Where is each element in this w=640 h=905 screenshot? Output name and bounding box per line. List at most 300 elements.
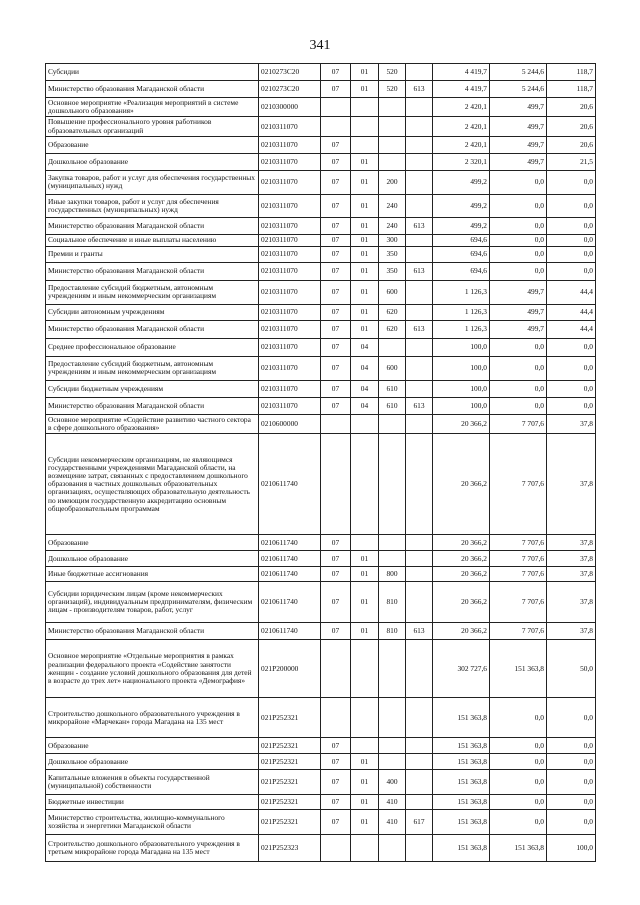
row-value-2-cell: 151 363,8 <box>490 640 547 698</box>
row-name-cell: Строительство дошкольного образовательного учреждения в микрорайоне «Марчекан» города Магадана на 135 мест <box>46 698 259 738</box>
table-row <box>46 738 596 754</box>
row-value-1-cell: 151 363,8 <box>433 770 490 795</box>
row-name-cell: Повышение профессионального уровня работников образовательных организаций <box>46 117 259 136</box>
row-section-cell: 07 <box>321 770 351 795</box>
row-expense-type-cell: 410 <box>379 810 406 835</box>
row-value-2-cell: 499,7 <box>490 136 547 153</box>
row-code-cell: 021P252321 <box>259 795 321 810</box>
row-admin-code-cell <box>406 414 433 433</box>
row-value-2-cell: 7 707,6 <box>490 582 547 623</box>
row-admin-code-cell <box>406 835 433 862</box>
row-name-cell: Дошкольное образование <box>46 754 259 770</box>
row-expense-type-cell: 610 <box>379 397 406 414</box>
row-code-cell: 0210311070 <box>259 397 321 414</box>
row-expense-type-cell: 520 <box>379 81 406 98</box>
row-value-1-cell: 499,2 <box>433 170 490 194</box>
row-value-1-cell: 694,6 <box>433 234 490 246</box>
row-code-cell: 0210311070 <box>259 117 321 136</box>
row-admin-code-cell: 613 <box>406 262 433 280</box>
row-subsection-cell <box>351 117 379 136</box>
row-admin-code-cell <box>406 698 433 738</box>
row-name-cell: Дошкольное образование <box>46 153 259 170</box>
row-value-2-cell: 0,0 <box>490 380 547 397</box>
row-code-cell: 0210311070 <box>259 304 321 320</box>
row-section-cell: 07 <box>321 304 351 320</box>
row-code-cell: 0210311070 <box>259 262 321 280</box>
row-value-1-cell: 2 420,1 <box>433 98 490 117</box>
row-value-1-cell: 302 727,6 <box>433 640 490 698</box>
row-section-cell: 07 <box>321 234 351 246</box>
row-admin-code-cell <box>406 582 433 623</box>
row-code-cell: 0210311070 <box>259 170 321 194</box>
row-subsection-cell: 01 <box>351 770 379 795</box>
table-row <box>46 356 596 380</box>
row-value-1-cell: 4 419,7 <box>433 81 490 98</box>
row-value-2-cell: 0,0 <box>490 234 547 246</box>
row-section-cell: 07 <box>321 738 351 754</box>
row-value-1-cell: 100,0 <box>433 356 490 380</box>
table-row <box>46 835 596 862</box>
row-code-cell: 0210311070 <box>259 246 321 262</box>
row-value-2-cell: 0,0 <box>490 754 547 770</box>
row-subsection-cell: 01 <box>351 582 379 623</box>
row-section-cell: 07 <box>321 356 351 380</box>
row-expense-type-cell: 350 <box>379 262 406 280</box>
row-code-cell: 0210600000 <box>259 414 321 433</box>
row-name-cell: Субсидии <box>46 64 259 81</box>
table-row <box>46 64 596 81</box>
budget-table <box>45 63 596 862</box>
row-code-cell: 0210611740 <box>259 567 321 582</box>
row-section-cell: 07 <box>321 338 351 356</box>
row-section-cell: 07 <box>321 380 351 397</box>
row-percent-cell: 50,0 <box>547 640 596 698</box>
table-row <box>46 567 596 582</box>
row-value-2-cell: 0,0 <box>490 194 547 217</box>
row-subsection-cell: 01 <box>351 810 379 835</box>
row-percent-cell: 0,0 <box>547 356 596 380</box>
row-percent-cell: 44,4 <box>547 320 596 338</box>
row-section-cell: 07 <box>321 795 351 810</box>
row-expense-type-cell <box>379 117 406 136</box>
row-admin-code-cell: 613 <box>406 623 433 640</box>
row-expense-type-cell: 800 <box>379 567 406 582</box>
row-subsection-cell: 01 <box>351 170 379 194</box>
row-name-cell: Министерство образования Магаданской области <box>46 320 259 338</box>
row-percent-cell: 0,0 <box>547 397 596 414</box>
row-admin-code-cell: 617 <box>406 810 433 835</box>
row-subsection-cell <box>351 414 379 433</box>
row-percent-cell: 0,0 <box>547 217 596 234</box>
row-value-2-cell: 499,7 <box>490 117 547 136</box>
row-section-cell: 07 <box>321 217 351 234</box>
row-expense-type-cell <box>379 738 406 754</box>
row-value-1-cell: 20 366,2 <box>433 414 490 433</box>
row-admin-code-cell <box>406 640 433 698</box>
row-value-2-cell: 0,0 <box>490 698 547 738</box>
row-subsection-cell: 01 <box>351 246 379 262</box>
row-value-2-cell: 499,7 <box>490 153 547 170</box>
row-expense-type-cell <box>379 338 406 356</box>
row-subsection-cell: 04 <box>351 380 379 397</box>
row-expense-type-cell <box>379 754 406 770</box>
table-row <box>46 280 596 304</box>
table-row <box>46 582 596 623</box>
row-code-cell: 0210311070 <box>259 136 321 153</box>
row-code-cell: 021P252321 <box>259 810 321 835</box>
row-code-cell: 0210311070 <box>259 280 321 304</box>
row-subsection-cell: 01 <box>351 551 379 567</box>
row-percent-cell: 0,0 <box>547 698 596 738</box>
row-value-2-cell: 0,0 <box>490 217 547 234</box>
row-section-cell: 07 <box>321 535 351 551</box>
row-value-1-cell: 151 363,8 <box>433 835 490 862</box>
row-admin-code-cell <box>406 380 433 397</box>
row-value-1-cell: 151 363,8 <box>433 795 490 810</box>
row-expense-type-cell <box>379 98 406 117</box>
row-code-cell: 021P252323 <box>259 835 321 862</box>
row-percent-cell: 44,4 <box>547 280 596 304</box>
row-name-cell: Предоставление субсидий бюджетным, автономным учреждениям и иным некоммерческим организациям <box>46 356 259 380</box>
row-value-2-cell: 499,7 <box>490 320 547 338</box>
row-value-1-cell: 20 366,2 <box>433 434 490 535</box>
row-value-1-cell: 100,0 <box>433 380 490 397</box>
row-percent-cell: 118,7 <box>547 81 596 98</box>
row-subsection-cell: 01 <box>351 623 379 640</box>
row-expense-type-cell <box>379 136 406 153</box>
row-value-1-cell: 2 420,1 <box>433 136 490 153</box>
row-value-2-cell: 499,7 <box>490 304 547 320</box>
row-value-2-cell: 0,0 <box>490 810 547 835</box>
row-subsection-cell <box>351 835 379 862</box>
row-value-2-cell: 0,0 <box>490 397 547 414</box>
row-code-cell: 0210311070 <box>259 320 321 338</box>
row-code-cell: 0210311070 <box>259 380 321 397</box>
row-name-cell: Основное мероприятие «Реализация мероприятий в системе дошкольного образования» <box>46 98 259 117</box>
row-value-2-cell: 7 707,6 <box>490 414 547 433</box>
row-subsection-cell: 01 <box>351 795 379 810</box>
row-name-cell: Образование <box>46 535 259 551</box>
row-value-2-cell: 5 244,6 <box>490 64 547 81</box>
row-admin-code-cell <box>406 770 433 795</box>
row-admin-code-cell <box>406 338 433 356</box>
row-admin-code-cell <box>406 795 433 810</box>
row-expense-type-cell: 200 <box>379 170 406 194</box>
row-value-1-cell: 20 366,2 <box>433 582 490 623</box>
row-name-cell: Образование <box>46 738 259 754</box>
row-section-cell: 07 <box>321 280 351 304</box>
row-name-cell: Премии и гранты <box>46 246 259 262</box>
row-section-cell <box>321 434 351 535</box>
row-value-1-cell: 694,6 <box>433 246 490 262</box>
table-row <box>46 535 596 551</box>
row-percent-cell: 0,0 <box>547 738 596 754</box>
row-expense-type-cell <box>379 698 406 738</box>
row-expense-type-cell: 810 <box>379 582 406 623</box>
table-row <box>46 98 596 117</box>
row-percent-cell: 20,6 <box>547 117 596 136</box>
row-expense-type-cell <box>379 640 406 698</box>
table-row <box>46 338 596 356</box>
row-code-cell: 0210311070 <box>259 338 321 356</box>
row-name-cell: Капитальные вложения в объекты государственной (муниципальной) собственности <box>46 770 259 795</box>
row-subsection-cell <box>351 535 379 551</box>
row-expense-type-cell: 600 <box>379 280 406 304</box>
row-section-cell <box>321 698 351 738</box>
row-percent-cell: 21,5 <box>547 153 596 170</box>
row-subsection-cell: 01 <box>351 280 379 304</box>
row-subsection-cell: 01 <box>351 754 379 770</box>
row-value-1-cell: 1 126,3 <box>433 280 490 304</box>
row-name-cell: Закупка товаров, работ и услуг для обеспечения государственных (муниципальных) нужд <box>46 170 259 194</box>
row-value-1-cell: 499,2 <box>433 194 490 217</box>
row-value-1-cell: 2 320,1 <box>433 153 490 170</box>
row-value-1-cell: 20 366,2 <box>433 567 490 582</box>
row-code-cell: 021P200000 <box>259 640 321 698</box>
row-percent-cell: 0,0 <box>547 246 596 262</box>
table-row <box>46 698 596 738</box>
row-section-cell: 07 <box>321 551 351 567</box>
row-value-1-cell: 151 363,8 <box>433 698 490 738</box>
row-percent-cell: 0,0 <box>547 262 596 280</box>
row-name-cell: Иные закупки товаров, работ и услуг для обеспечения государственных (муниципальных) нужд <box>46 194 259 217</box>
table-row <box>46 795 596 810</box>
row-value-2-cell: 0,0 <box>490 338 547 356</box>
table-row <box>46 136 596 153</box>
row-percent-cell: 20,6 <box>547 136 596 153</box>
row-admin-code-cell <box>406 304 433 320</box>
row-subsection-cell <box>351 640 379 698</box>
row-admin-code-cell <box>406 64 433 81</box>
row-value-1-cell: 100,0 <box>433 397 490 414</box>
row-subsection-cell: 01 <box>351 64 379 81</box>
row-value-1-cell: 20 366,2 <box>433 551 490 567</box>
table-row <box>46 262 596 280</box>
row-expense-type-cell <box>379 835 406 862</box>
row-subsection-cell <box>351 136 379 153</box>
row-name-cell: Министерство образования Магаданской области <box>46 81 259 98</box>
row-admin-code-cell <box>406 280 433 304</box>
row-expense-type-cell: 810 <box>379 623 406 640</box>
row-name-cell: Социальное обеспечение и иные выплаты населению <box>46 234 259 246</box>
row-name-cell: Среднее профессиональное образование <box>46 338 259 356</box>
row-section-cell: 07 <box>321 136 351 153</box>
table-row <box>46 397 596 414</box>
row-section-cell: 07 <box>321 810 351 835</box>
table-row <box>46 434 596 535</box>
row-value-1-cell: 2 420,1 <box>433 117 490 136</box>
row-percent-cell: 100,0 <box>547 835 596 862</box>
page-number: 341 <box>309 38 331 53</box>
row-section-cell: 07 <box>321 754 351 770</box>
row-percent-cell: 37,8 <box>547 414 596 433</box>
row-subsection-cell <box>351 698 379 738</box>
row-value-2-cell: 151 363,8 <box>490 835 547 862</box>
table-row <box>46 770 596 795</box>
row-code-cell: 0210311070 <box>259 194 321 217</box>
row-admin-code-cell <box>406 356 433 380</box>
row-value-1-cell: 20 366,2 <box>433 623 490 640</box>
row-section-cell: 07 <box>321 153 351 170</box>
row-value-2-cell: 0,0 <box>490 262 547 280</box>
row-admin-code-cell <box>406 246 433 262</box>
table-row <box>46 217 596 234</box>
row-subsection-cell: 04 <box>351 397 379 414</box>
row-code-cell: 0210311070 <box>259 217 321 234</box>
row-admin-code-cell <box>406 234 433 246</box>
row-section-cell: 07 <box>321 194 351 217</box>
row-value-1-cell: 20 366,2 <box>433 535 490 551</box>
table-row <box>46 551 596 567</box>
row-section-cell <box>321 414 351 433</box>
row-expense-type-cell: 350 <box>379 246 406 262</box>
table-row <box>46 414 596 433</box>
row-name-cell: Субсидии юридическим лицам (кроме некоммерческих организаций), индивидуальным предпринимателям, физическим лицам - производителям товаров, работ, услуг <box>46 582 259 623</box>
row-value-1-cell: 4 419,7 <box>433 64 490 81</box>
row-section-cell: 07 <box>321 567 351 582</box>
row-percent-cell: 37,8 <box>547 567 596 582</box>
row-percent-cell: 0,0 <box>547 754 596 770</box>
row-code-cell: 0210311070 <box>259 234 321 246</box>
row-section-cell: 07 <box>321 623 351 640</box>
table-row <box>46 623 596 640</box>
row-section-cell: 07 <box>321 246 351 262</box>
row-section-cell <box>321 117 351 136</box>
row-name-cell: Министерство образования Магаданской области <box>46 623 259 640</box>
row-subsection-cell: 01 <box>351 567 379 582</box>
row-value-2-cell: 0,0 <box>490 170 547 194</box>
row-value-1-cell: 100,0 <box>433 338 490 356</box>
row-subsection-cell: 01 <box>351 217 379 234</box>
row-subsection-cell: 04 <box>351 338 379 356</box>
table-row <box>46 81 596 98</box>
row-code-cell: 021P252321 <box>259 698 321 738</box>
row-name-cell: Министерство образования Магаданской области <box>46 397 259 414</box>
row-percent-cell: 20,6 <box>547 98 596 117</box>
row-admin-code-cell: 613 <box>406 397 433 414</box>
row-percent-cell: 0,0 <box>547 338 596 356</box>
row-subsection-cell <box>351 434 379 535</box>
row-value-2-cell: 7 707,6 <box>490 434 547 535</box>
row-code-cell: 0210611740 <box>259 535 321 551</box>
row-code-cell: 021P252321 <box>259 754 321 770</box>
row-code-cell: 0210611740 <box>259 434 321 535</box>
row-expense-type-cell <box>379 434 406 535</box>
table-row <box>46 153 596 170</box>
row-name-cell: Образование <box>46 136 259 153</box>
row-expense-type-cell <box>379 551 406 567</box>
row-percent-cell: 37,8 <box>547 582 596 623</box>
row-expense-type-cell: 240 <box>379 194 406 217</box>
row-value-2-cell: 7 707,6 <box>490 567 547 582</box>
row-section-cell: 07 <box>321 262 351 280</box>
row-section-cell: 07 <box>321 397 351 414</box>
row-name-cell: Строительство дошкольного образовательного учреждения в третьем микрорайоне города Магадана на 135 мест <box>46 835 259 862</box>
row-expense-type-cell <box>379 153 406 170</box>
row-value-2-cell: 5 244,6 <box>490 81 547 98</box>
row-percent-cell: 37,8 <box>547 434 596 535</box>
table-row <box>46 380 596 397</box>
row-admin-code-cell <box>406 170 433 194</box>
table-row <box>46 810 596 835</box>
row-expense-type-cell: 520 <box>379 64 406 81</box>
row-percent-cell: 118,7 <box>547 64 596 81</box>
row-subsection-cell: 01 <box>351 304 379 320</box>
row-subsection-cell <box>351 98 379 117</box>
row-value-2-cell: 0,0 <box>490 738 547 754</box>
table-row <box>46 117 596 136</box>
row-expense-type-cell: 620 <box>379 320 406 338</box>
row-name-cell: Предоставление субсидий бюджетным, автономным учреждениям и иным некоммерческим организациям <box>46 280 259 304</box>
row-subsection-cell: 01 <box>351 81 379 98</box>
row-name-cell: Дошкольное образование <box>46 551 259 567</box>
row-admin-code-cell <box>406 535 433 551</box>
row-section-cell: 07 <box>321 582 351 623</box>
row-admin-code-cell: 613 <box>406 81 433 98</box>
row-value-2-cell: 0,0 <box>490 795 547 810</box>
row-value-1-cell: 1 126,3 <box>433 320 490 338</box>
row-admin-code-cell <box>406 98 433 117</box>
row-code-cell: 0210300000 <box>259 98 321 117</box>
row-value-2-cell: 499,7 <box>490 280 547 304</box>
row-value-2-cell: 0,0 <box>490 356 547 380</box>
table-row <box>46 754 596 770</box>
row-section-cell <box>321 98 351 117</box>
row-value-1-cell: 151 363,8 <box>433 738 490 754</box>
row-code-cell: 0210273С20 <box>259 81 321 98</box>
row-subsection-cell: 04 <box>351 356 379 380</box>
row-expense-type-cell: 410 <box>379 795 406 810</box>
row-percent-cell: 37,8 <box>547 623 596 640</box>
row-percent-cell: 37,8 <box>547 551 596 567</box>
row-admin-code-cell <box>406 754 433 770</box>
row-subsection-cell: 01 <box>351 262 379 280</box>
row-section-cell: 07 <box>321 170 351 194</box>
row-percent-cell: 0,0 <box>547 380 596 397</box>
row-percent-cell: 0,0 <box>547 194 596 217</box>
row-expense-type-cell <box>379 414 406 433</box>
row-subsection-cell: 01 <box>351 153 379 170</box>
row-expense-type-cell: 600 <box>379 356 406 380</box>
table-row <box>46 246 596 262</box>
row-admin-code-cell <box>406 434 433 535</box>
row-expense-type-cell: 300 <box>379 234 406 246</box>
row-name-cell: Основное мероприятие «Содействие развитию частного сектора в сфере дошкольного образования» <box>46 414 259 433</box>
row-percent-cell: 37,8 <box>547 535 596 551</box>
row-code-cell: 021P252321 <box>259 738 321 754</box>
row-admin-code-cell <box>406 136 433 153</box>
row-name-cell: Министерство образования Магаданской области <box>46 217 259 234</box>
row-code-cell: 021P252321 <box>259 770 321 795</box>
row-percent-cell: 44,4 <box>547 304 596 320</box>
row-expense-type-cell: 240 <box>379 217 406 234</box>
row-admin-code-cell <box>406 551 433 567</box>
row-name-cell: Иные бюджетные ассигнования <box>46 567 259 582</box>
row-admin-code-cell <box>406 153 433 170</box>
table-row <box>46 170 596 194</box>
row-value-2-cell: 7 707,6 <box>490 535 547 551</box>
row-percent-cell: 0,0 <box>547 795 596 810</box>
row-name-cell: Субсидии автономным учреждениям <box>46 304 259 320</box>
row-percent-cell: 0,0 <box>547 810 596 835</box>
row-admin-code-cell: 613 <box>406 320 433 338</box>
row-name-cell: Основное мероприятие «Отдельные мероприятия в рамках реализации федерального проекта «Содействие занятости женщин - создание условий дошкольного образования для детей в возрасте до трех лет» национального проекта «Демография» <box>46 640 259 698</box>
row-code-cell: 0210611740 <box>259 623 321 640</box>
row-admin-code-cell <box>406 738 433 754</box>
row-value-1-cell: 151 363,8 <box>433 754 490 770</box>
row-section-cell: 07 <box>321 81 351 98</box>
row-name-cell: Министерство строительства, жилищно-коммунального хозяйства и энергетики Магаданской области <box>46 810 259 835</box>
